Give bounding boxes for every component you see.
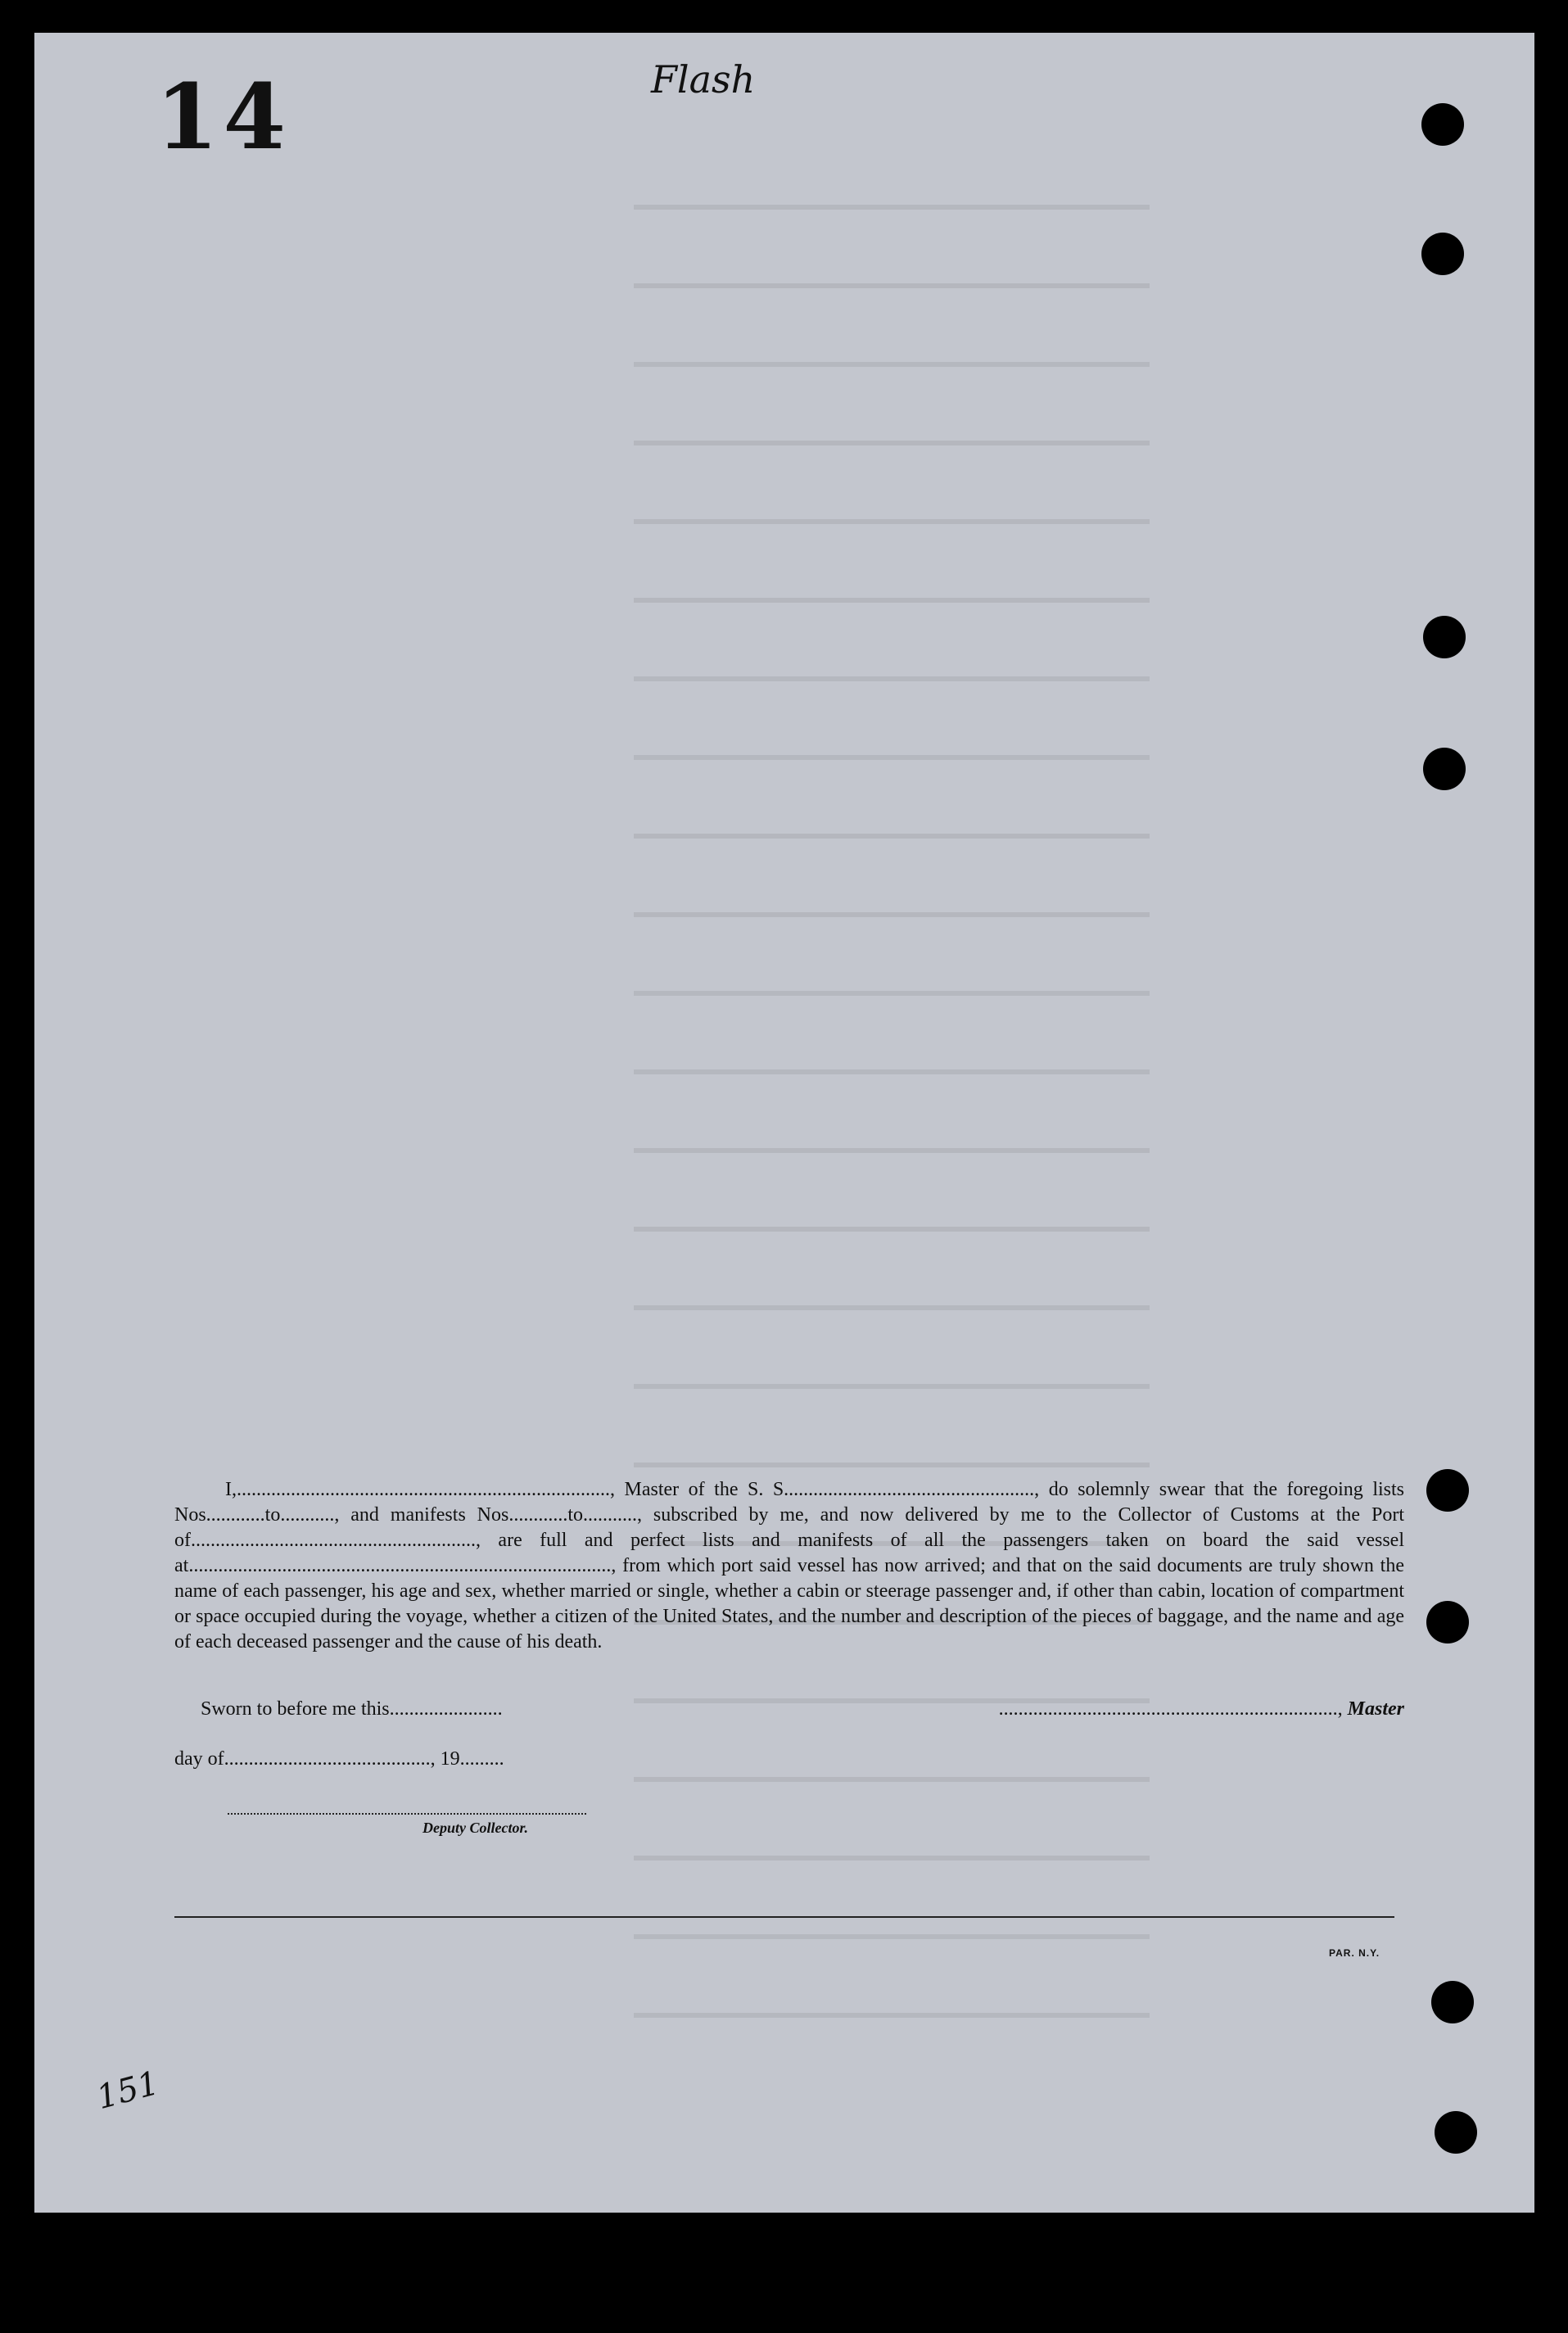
- oath-paragraph: [174, 1477, 1404, 1655]
- page-number: 14: [156, 64, 291, 170]
- master-dots: .....................................................................,: [998, 1698, 1343, 1720]
- punch-hole: [1421, 233, 1464, 275]
- horizontal-rule: [174, 1916, 1394, 1918]
- bleed-through-text: [634, 131, 1371, 2096]
- sworn-line: Sworn to before me this.......................: [201, 1698, 503, 1720]
- punch-hole: [1426, 1469, 1469, 1512]
- deputy-collector-label: Deputy Collector.: [423, 1820, 528, 1836]
- handwritten-note: Flash: [651, 57, 756, 102]
- punch-hole: [1435, 2111, 1477, 2154]
- punch-hole: [1423, 616, 1466, 658]
- master-label: Master: [1347, 1698, 1404, 1720]
- master-signature-line: [999, 1698, 1404, 1720]
- day-of-line: day of.........................................., 19.........: [174, 1748, 504, 1770]
- document-page: [34, 33, 1534, 2213]
- punch-hole: [1431, 1981, 1474, 2023]
- deputy-signature-line: [228, 1813, 586, 1815]
- oath-text: I,............................................................................, Master of the S. S..................................................., do solemnly swear that the foregoing lists Nos............to..........., and manifests Nos............to..........., subscribed by me, and now delivered by me to the Collector of Customs at the Port of.........................................................., are full and perfect lists and manifests of all the passengers taken on board the said vessel at......................................................................................, from which port said vessel has now arrived; and that on the said documents are truly shown the name of each passenger, his age and sex, whether married or single, whether a cabin or steerage passenger and, if other than cabin, location of compartment or space occupied during the voyage, whether a citizen of the United States, and the number and description of the pieces of baggage, and the name and age of each deceased passenger and the cause of his death.: [174, 1479, 1404, 1653]
- punch-hole: [1423, 748, 1466, 790]
- punch-hole: [1421, 103, 1464, 146]
- corner-handwritten-mark: 151: [93, 2064, 164, 2118]
- punch-hole: [1426, 1601, 1469, 1643]
- printer-mark: PAR. N.Y.: [1329, 1947, 1380, 1959]
